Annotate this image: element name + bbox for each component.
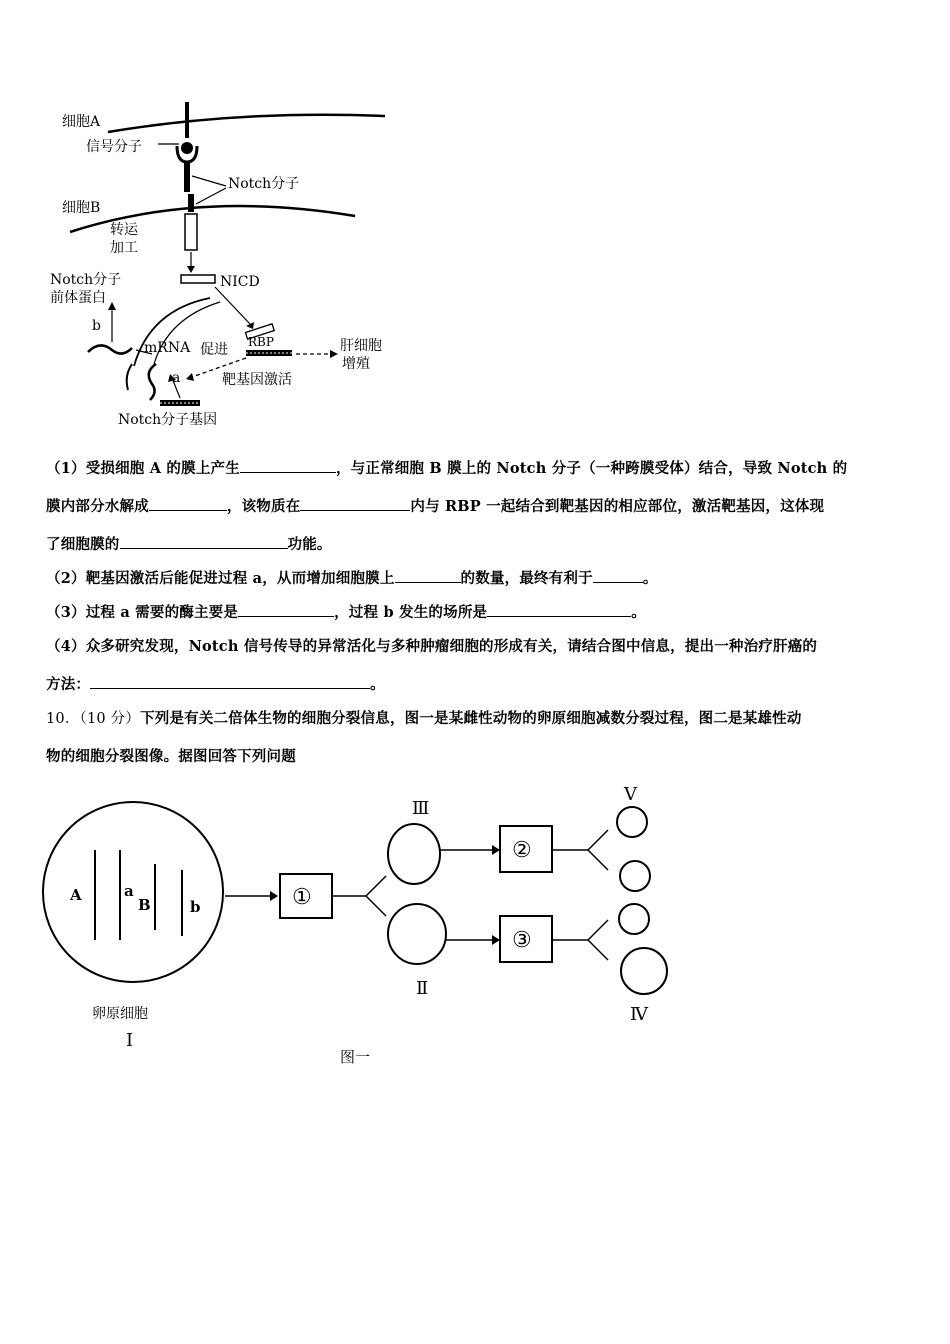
label-process-a: a bbox=[172, 370, 181, 386]
label-oogonium: 卵原细胞 bbox=[92, 1006, 148, 1022]
answer-blank[interactable] bbox=[120, 533, 288, 549]
polar-body bbox=[619, 904, 649, 934]
gene-B: B bbox=[138, 896, 151, 914]
label-transport-1: 转运 bbox=[110, 222, 138, 238]
label-cell-a: 细胞A bbox=[62, 114, 101, 130]
answer-blank[interactable] bbox=[90, 673, 370, 689]
label-notch-molecule: Notch分子 bbox=[228, 176, 300, 192]
question-1-line-1 bbox=[46, 450, 908, 488]
q3-text: 。 bbox=[631, 604, 646, 621]
arrow-head bbox=[187, 266, 195, 273]
cell-V-bottom bbox=[620, 861, 650, 891]
label-transport-2: 加工 bbox=[110, 240, 138, 256]
mrna-strand-3 bbox=[127, 364, 132, 390]
fork-line bbox=[366, 876, 386, 896]
notch-pointer-1 bbox=[192, 176, 226, 186]
label-promote: 促进 bbox=[200, 342, 228, 358]
fork-line bbox=[588, 850, 608, 870]
q1-text: ，与正常细胞 B 膜上的 Notch 分子（一种跨膜受体）结合，导致 Notch 的 bbox=[335, 460, 848, 477]
label-notch-gene: Notch分子基因 bbox=[118, 412, 218, 428]
label-mrna: mRNA bbox=[144, 340, 191, 356]
fork-line bbox=[588, 940, 608, 960]
cell-II bbox=[388, 904, 446, 964]
nicd-to-rbp-arrow bbox=[215, 287, 250, 324]
label-roman-4: Ⅳ bbox=[630, 1004, 648, 1025]
q10-text: 下列是有关二倍体生物的细胞分裂信息，图一是某雌性动物的卵原细胞减数分裂过程，图二是某雄性动 bbox=[140, 710, 802, 727]
label-liver-1: 肝细胞 bbox=[340, 338, 382, 354]
label-signal-molecule: 信号分子 bbox=[86, 139, 142, 155]
label-target-gene: 靶基因激活 bbox=[222, 372, 292, 388]
cell-IV bbox=[621, 948, 667, 994]
answer-blank[interactable] bbox=[487, 601, 631, 617]
notch-membrane-part bbox=[188, 194, 194, 212]
gene-a: a bbox=[124, 882, 134, 900]
signal-molecule-head bbox=[181, 142, 193, 154]
notch-extracellular bbox=[184, 162, 190, 192]
q3-text: （3）过程 a 需要的酶主要是 bbox=[46, 604, 239, 621]
q4-text: 方法： bbox=[46, 676, 91, 693]
meiosis-diagram bbox=[40, 780, 680, 1070]
arrow-head bbox=[270, 891, 278, 901]
label-cell-b: 细胞B bbox=[62, 200, 101, 216]
q1-text: 膜内部分水解成 bbox=[46, 498, 149, 515]
gene-A: A bbox=[70, 886, 82, 904]
question-4-line-1 bbox=[46, 628, 908, 666]
label-nicd: NICD bbox=[220, 274, 260, 290]
arrow-head bbox=[492, 935, 500, 945]
fork-line bbox=[588, 920, 608, 940]
question-3 bbox=[46, 594, 908, 632]
fork-line bbox=[588, 830, 608, 850]
q10-text: 物的细胞分裂图像。据图回答下列问题 bbox=[46, 748, 296, 765]
label-precursor-2: 前体蛋白 bbox=[50, 290, 106, 306]
notch-signaling-diagram bbox=[40, 96, 400, 436]
label-roman-2: Ⅱ bbox=[416, 978, 429, 999]
arrow-head bbox=[246, 322, 254, 329]
label-roman-5: Ⅴ bbox=[624, 784, 637, 805]
answer-blank[interactable] bbox=[238, 601, 334, 617]
arrow-head bbox=[492, 845, 500, 855]
question-number: 10．（10 分） bbox=[46, 711, 141, 727]
arrow-head bbox=[186, 373, 194, 381]
arrow-head bbox=[330, 350, 338, 358]
answer-blank[interactable] bbox=[593, 567, 643, 583]
figure-caption: 图一 bbox=[340, 1048, 371, 1066]
label-step-1: ① bbox=[292, 885, 312, 910]
label-roman-3: Ⅲ bbox=[412, 798, 430, 819]
gene-b: b bbox=[190, 898, 201, 916]
label-process-b: b bbox=[92, 318, 101, 334]
q1-text: 内与 RBP 一起结合到靶基因的相应部位，激活靶基因，这体现 bbox=[410, 498, 825, 515]
notch-intracellular bbox=[185, 214, 197, 250]
question-10-line-2 bbox=[46, 738, 908, 776]
fork-line bbox=[366, 896, 386, 916]
question-10-line-1 bbox=[46, 700, 908, 738]
label-step-2: ② bbox=[512, 838, 532, 863]
q2-text: 。 bbox=[642, 570, 658, 587]
q1-text: ，该物质在 bbox=[226, 498, 301, 515]
question-4-line-2 bbox=[46, 666, 908, 704]
question-1-line-2 bbox=[46, 488, 908, 526]
label-liver-2: 增殖 bbox=[342, 356, 370, 372]
label-roman-1: Ⅰ bbox=[126, 1030, 134, 1051]
q2-text: （2）靶基因激活后能促进过程 a，从而增加细胞膜上 bbox=[46, 570, 395, 587]
notch-pointer-2 bbox=[196, 188, 226, 204]
mrna-strand-2 bbox=[149, 364, 156, 400]
question-2 bbox=[46, 560, 908, 598]
q4-text: （4）众多研究发现，Notch 信号传导的异常活化与多种肿瘤细胞的形成有关，请结合图中信息，提出一种治疗肝癌的 bbox=[46, 638, 818, 655]
mrna-strand bbox=[88, 345, 132, 353]
question-1-line-3 bbox=[46, 526, 908, 564]
answer-blank[interactable] bbox=[395, 567, 461, 583]
arrow-head bbox=[108, 302, 116, 310]
q3-text: ，过程 b 发生的场所是 bbox=[334, 604, 488, 621]
q1-text: （1）受损细胞 A 的膜上产生 bbox=[46, 460, 240, 477]
label-precursor-1: Notch分子 bbox=[50, 272, 122, 288]
cell-III bbox=[388, 824, 440, 884]
answer-blank[interactable] bbox=[240, 457, 336, 473]
cell-a-membrane bbox=[108, 115, 385, 132]
q2-text: 的数量，最终有利于 bbox=[460, 570, 593, 587]
nicd-fragment bbox=[181, 275, 215, 283]
cell-V-top bbox=[617, 807, 647, 837]
answer-blank[interactable] bbox=[300, 495, 410, 511]
q1-text: 了细胞膜的 bbox=[46, 536, 120, 553]
q1-text: 功能。 bbox=[287, 536, 332, 553]
label-step-3: ③ bbox=[512, 928, 532, 953]
answer-blank[interactable] bbox=[149, 495, 227, 511]
target-gene-dna bbox=[246, 350, 292, 356]
label-rbp: RBP bbox=[248, 335, 274, 349]
q4-text: 。 bbox=[370, 676, 385, 693]
